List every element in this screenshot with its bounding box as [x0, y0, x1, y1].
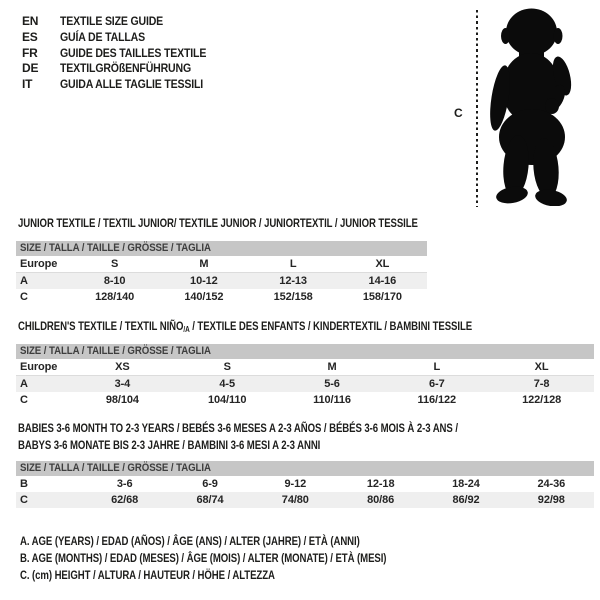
babies-size-table	[16, 461, 594, 508]
size-header-bar	[16, 344, 594, 359]
size-cell: L	[384, 359, 489, 376]
language-title: TEXTILE SIZE GUIDE	[60, 14, 164, 28]
row-label: C	[20, 394, 28, 406]
language-code: EN	[22, 14, 39, 28]
babies-table	[16, 476, 594, 508]
language-title: GUIDE DES TAILLES TEXTILE	[60, 45, 207, 60]
age-cell: 3-6	[116, 478, 133, 490]
size-cell: M	[159, 256, 248, 273]
height-cell: 104/110	[207, 394, 247, 406]
height-cell: 98/104	[105, 394, 139, 406]
height-cell: 128/140	[95, 291, 135, 303]
size-cell: L	[249, 256, 338, 273]
language-row-it	[22, 77, 226, 93]
size-cell: S	[175, 359, 280, 376]
table-row	[16, 376, 594, 393]
junior-size-table	[16, 241, 427, 305]
height-marker-label: C	[454, 106, 463, 120]
language-code: IT	[22, 77, 33, 92]
size-header-bar	[16, 461, 594, 476]
height-cell: 110/116	[313, 394, 351, 406]
age-cell: 6-9	[202, 478, 218, 490]
row-label: Europe	[16, 256, 70, 273]
age-cell: 12-18	[366, 478, 395, 490]
language-title-list	[22, 14, 226, 93]
height-cell: 140/152	[184, 291, 224, 303]
age-cell: 7-8	[489, 376, 594, 393]
title-text: CHILDREN'S TEXTILE / TEXTIL NIÑO	[18, 319, 184, 333]
height-cell: 92/98	[509, 492, 594, 508]
row-label: A	[16, 273, 70, 290]
language-row-es	[22, 30, 226, 46]
height-figure	[452, 6, 590, 210]
age-cell: 14-16	[338, 273, 427, 290]
language-row-fr	[22, 46, 226, 62]
height-measure-dotted-line	[476, 10, 478, 207]
row-label: C	[20, 291, 28, 303]
table-row	[16, 392, 594, 408]
height-cell: 68/74	[167, 492, 252, 508]
height-cell: 86/92	[423, 492, 508, 508]
height-cell: 62/68	[82, 492, 167, 508]
age-cell: 4-5	[175, 376, 280, 393]
children-table	[16, 359, 594, 408]
table-row	[16, 359, 594, 376]
children-table-title	[18, 318, 472, 338]
row-label: A	[16, 376, 70, 393]
row-label: B	[20, 478, 28, 490]
size-cell: XL	[489, 359, 594, 376]
size-header-bar	[16, 241, 427, 256]
title-subscript: /A	[183, 325, 190, 334]
legend-line-c: C. (cm) HEIGHT / ALTURA / HAUTEUR / HÖHE / ALTEZZA	[20, 568, 275, 582]
size-header-label: SIZE / TALLA / TAILLE / GRÖSSE / TAGLIA	[20, 462, 211, 474]
age-cell: 24-36	[537, 478, 566, 490]
row-label: Europe	[16, 359, 70, 376]
legend	[20, 533, 478, 584]
table-row	[16, 256, 427, 273]
table-row	[16, 492, 594, 508]
age-cell: 5-6	[280, 376, 385, 393]
title-text: / TEXTILE DES ENFANTS / KINDERTEXTIL / BAMBINI TESSILE	[189, 319, 473, 333]
size-cell: S	[70, 256, 159, 273]
junior-table	[16, 256, 427, 305]
table-row	[16, 289, 427, 305]
age-cell: 8-10	[70, 273, 159, 290]
height-cell: 74/80	[253, 492, 338, 508]
height-cell: 80/86	[338, 492, 423, 508]
junior-table-title: JUNIOR TEXTILE / TEXTIL JUNIOR/ TEXTILE JUNIOR / JUNIORTEXTIL / JUNIOR TESSILE	[18, 216, 418, 230]
language-row-de	[22, 61, 226, 77]
size-cell: XL	[338, 256, 427, 273]
size-header-label: SIZE / TALLA / TAILLE / GRÖSSE / TAGLIA	[20, 242, 211, 254]
age-cell: 10-12	[159, 273, 248, 290]
height-cell: 116/122	[417, 394, 457, 406]
language-code: DE	[22, 61, 39, 76]
table-row	[16, 476, 594, 492]
age-cell: 9-12	[284, 478, 307, 490]
legend-line-b: B. AGE (MONTHS) / EDAD (MESES) / ÂGE (MOIS) / ALTER (MONATE) / ETÀ (MESI)	[20, 551, 387, 565]
size-cell: M	[280, 359, 385, 376]
babies-title-line-1: BABIES 3-6 MONTH TO 2-3 YEARS / BEBÉS 3-6 MESES A 2-3 AÑOS / BÉBÉS 3-6 MOIS À 2-3 ANS /	[18, 421, 458, 435]
legend-line-a: A. AGE (YEARS) / EDAD (AÑOS) / ÂGE (ANS) / ALTER (JAHRE) / ETÀ (ANNI)	[20, 534, 360, 548]
language-title: TEXTILGRÖßENFÜHRUNG	[60, 61, 192, 76]
babies-table-title	[18, 420, 458, 454]
language-code: ES	[22, 29, 38, 44]
toddler-silhouette-icon	[486, 6, 578, 206]
language-title: GUIDA ALLE TAGLIE TESSILI	[60, 77, 204, 92]
height-cell: 158/170	[362, 291, 402, 303]
height-cell: 122/128	[522, 394, 562, 406]
table-row	[16, 273, 427, 290]
babies-title-line-2: BABYS 3-6 MONATE BIS 2-3 JAHRE / BAMBINI 3-6 MESI A 2-3 ANNI	[18, 438, 321, 452]
age-cell: 18-24	[452, 478, 480, 490]
language-row-en	[22, 14, 226, 30]
language-title: GUÍA DE TALLAS	[60, 29, 145, 44]
age-cell: 12-13	[249, 273, 338, 290]
size-header-label: SIZE / TALLA / TAILLE / GRÖSSE / TAGLIA	[20, 345, 211, 357]
children-size-table	[16, 344, 594, 408]
row-label: C	[16, 492, 82, 508]
language-code: FR	[22, 45, 38, 60]
age-cell: 6-7	[384, 376, 489, 393]
age-cell: 3-4	[70, 376, 175, 393]
height-cell: 152/158	[273, 291, 313, 303]
size-cell: XS	[70, 359, 175, 376]
